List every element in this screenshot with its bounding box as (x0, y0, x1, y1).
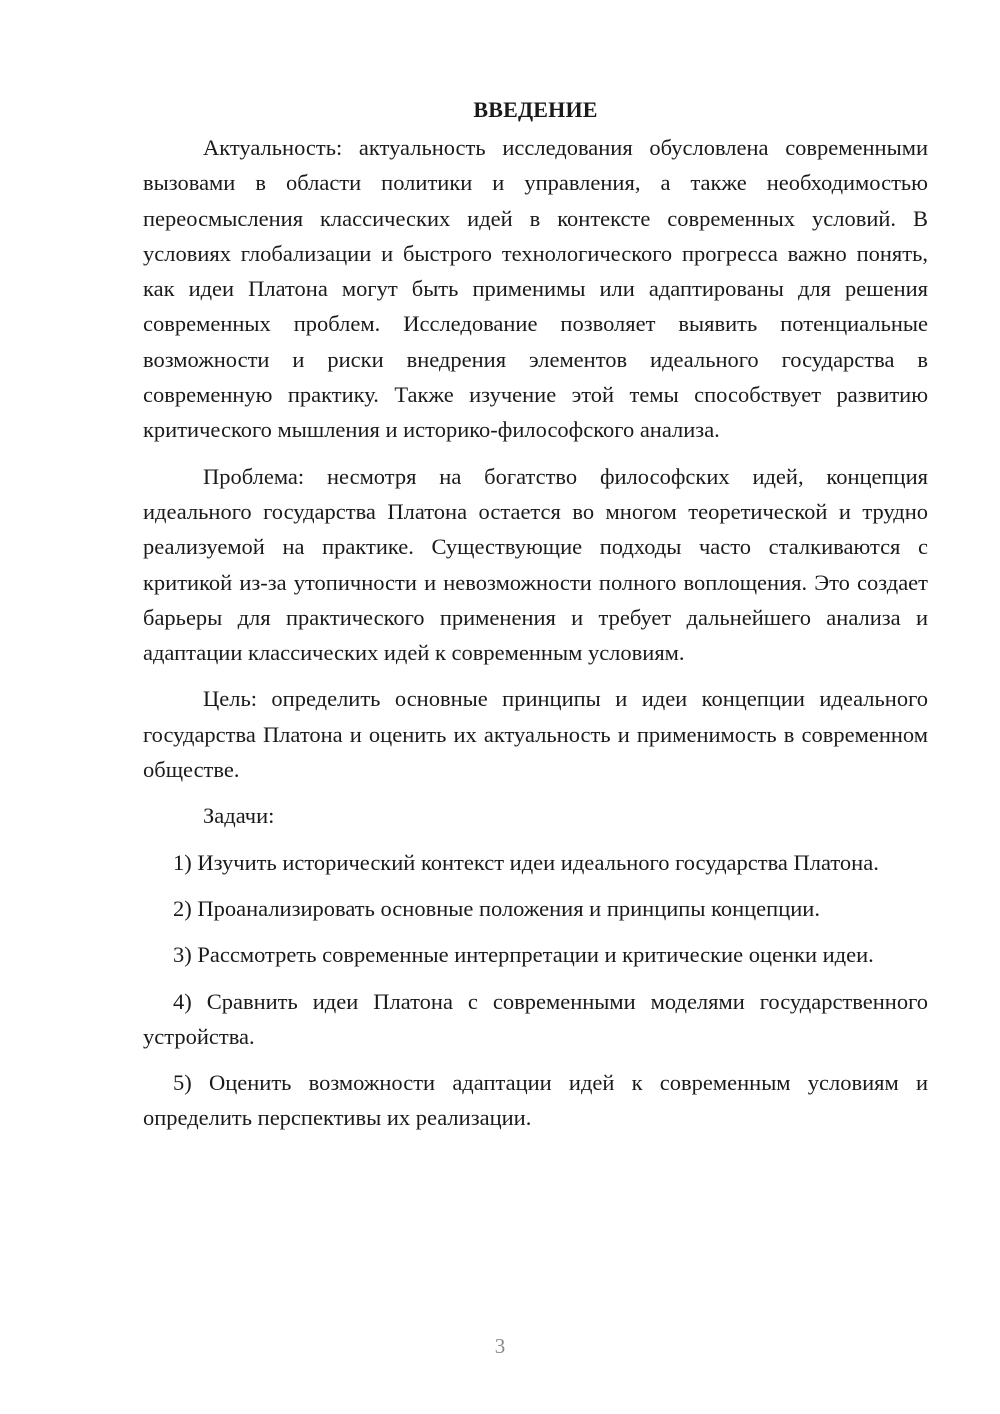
task-item-1: 1) Изучить исторический контекст идеи идеального государства Платона. (173, 849, 879, 875)
problem-paragraph: Проблема: несмотря на богатство философских идей, концепция идеального государства Платона остается во многом теоретической и трудно реализуемой на практике. Существующие подходы часто сталкиваются с критикой из-за утопичности и невозможности полного воплощения. Это создает барьеры для практического применения и требует дальнейшего анализа и адаптации классических идей к современным условиям. (143, 463, 928, 666)
document-page (143, 92, 928, 1136)
task-item-2: 2) Проанализировать основные положения и принципы концепции. (173, 895, 820, 921)
relevance-paragraph: Актуальность: актуальность исследования обусловлена современными вызовами в области политики и управления, а также необходимостью переосмысления классических идей в контексте современных условий. В условиях глобализации и быстрого технологического прогресса важно понять, как идеи Платона могут быть применимы или адаптированы для решения современных проблем. Исследование позволяет выявить потенциальные возможности и риски внедрения элементов идеального государства в современную практику. Также изучение этой темы способствует развитию критического мышления и историко-философского анализа. (143, 135, 928, 443)
goal-paragraph: Цель: определить основные принципы и идеи концепции идеального государства Платона и оценить их актуальность и применимость в современном обществе. (143, 686, 928, 783)
task-item-3: 3) Рассмотреть современные интерпретации и критические оценки идеи. (173, 942, 874, 968)
tasks-label: Задачи: (203, 803, 275, 829)
task-item-4: 4) Сравнить идеи Платона с современными моделями государственного устройства. (143, 988, 928, 1049)
task-item-5: 5) Оценить возможности адаптации идей к современным условиям и определить перспективы их реализации. (143, 1070, 928, 1131)
section-heading: ВВЕДЕНИЕ (473, 97, 598, 122)
page-number: 3 (494, 1334, 506, 1358)
